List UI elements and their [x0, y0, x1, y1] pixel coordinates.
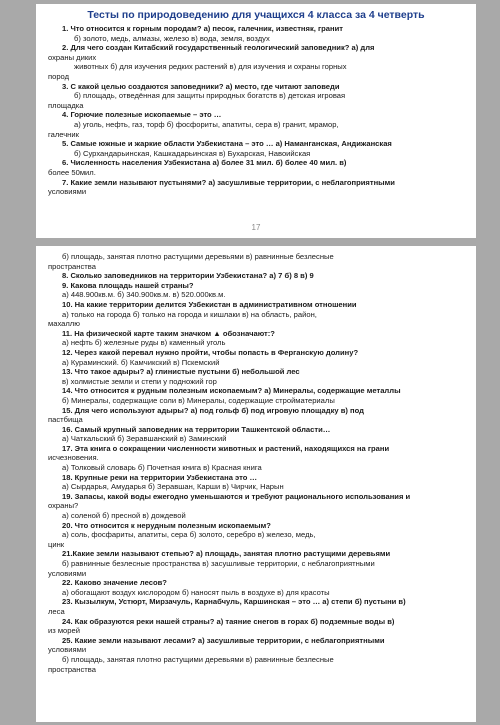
text-line: 4. Горючие полезные ископаемые – это … [62, 110, 222, 120]
text-line: пространства [48, 261, 96, 271]
text-line: б) равнинные безлесные пространства в) засушливые территории, с неблагоприятными [62, 559, 375, 568]
document-page-1 [36, 4, 476, 238]
text-line: 5. Самые южные и жаркие области Узбекистана – это … а) Наманганская, Андижанская [62, 139, 392, 149]
text-line: в) холмистые земли и степи у подножий гор [62, 376, 217, 386]
page-title: Тесты по природоведению для учащихся 4 класса за 4 четверть [87, 9, 425, 21]
text-line: 22. Каково значение лесов? [62, 578, 167, 588]
text-line: 1. Что относится к горным породам? а) песок, галечник, известняк, гранит [62, 24, 343, 33]
text-line: 2. Для чего создан Китабский государственный геологический заповедник? а) для [62, 43, 375, 53]
text-line: 11. На физической карте таким значком ▲ обозначают:? [62, 328, 275, 338]
text-line: б) золото, медь, алмазы, железо в) вода, земля, воздух [74, 33, 270, 43]
text-line: а) Сырдарья, Амударья б) Зеравшан, Карши в) Чирчик, Нарын [62, 482, 284, 492]
page-1-text [48, 24, 464, 197]
text-line: более 50мил. [48, 167, 96, 177]
text-line: 18. Крупные реки на территории Узбекистана это … [62, 472, 258, 482]
text-line: условиями [48, 645, 87, 655]
text-line: б) Минералы, содержащие соли в) Минералы, содержащие стройматериалы [62, 395, 335, 405]
page-2-text [48, 252, 464, 674]
text-line: а) нефть б) железные руды в) каменный уголь [62, 338, 226, 348]
page-number: 17 [251, 223, 261, 232]
text-line: а) Кураминский. б) Камчикский в) Пскемский [62, 357, 220, 367]
text-line: исчезновения. [48, 453, 99, 463]
text-line: а) Чаткальский б) Зеравшанский в) Заминский [62, 434, 227, 444]
text-line: пастбища [48, 415, 83, 425]
text-line: 24. Как образуются реки нашей страны? а) таяние снегов в горах б) подземные воды в) [62, 616, 395, 626]
text-line: из морей [48, 626, 80, 636]
text-line: а) только на города б) только на города и кишлаки в) на область, район, [62, 309, 317, 319]
text-line: 9. Какова площадь нашей страны? [62, 280, 194, 290]
text-line: б) площадь, занятая плотно растущими деревьями в) равнинные безлесные [62, 654, 334, 664]
text-line: 12. Через какой перевал нужно пройти, чтобы попасть в Ферганскую долину? [62, 347, 359, 357]
text-line: 20. Что относится к нерудным полезным ископаемым? [62, 520, 271, 530]
text-line: б) Сурхандарьинская, Кашкадарьинская в) Бухарская, Навоийская [74, 148, 311, 158]
text-line: пород [48, 71, 70, 81]
text-line: животных б) для изучения редких растений в) для изучения и охраны горных [74, 62, 347, 72]
text-line: 25. Какие земли называют лесами? а) засушливые территории, с неблагоприятными [62, 635, 385, 645]
text-line: 7. Какие земли называют пустынями? а) засушливые территории, с неблагоприятными [62, 177, 395, 187]
text-line: а) обогащают воздух кислородом б) наносят пыль в воздухе в) для красоты [62, 587, 330, 597]
text-line: а) соль, фосфариты, апатиты, сера б) золото, серебро в) железо, медь, [62, 530, 316, 540]
text-line: галечник [48, 129, 79, 139]
text-line: а) соленой б) пресной в) дождевой [62, 511, 186, 521]
text-line: 6. Численность населения Узбекистана а) более 31 мил. б) более 40 мил. в) [62, 158, 347, 168]
text-line: пространства [48, 664, 96, 674]
text-line: 13. Что такое адыры? а) глинистые пустыни б) небольшой лес [62, 367, 300, 377]
text-line: 17. Эта книга о сокращении численности животных и растений, находящихся на грани [62, 443, 390, 453]
text-line: 10. На какие территории делится Узбекистан в административном отношении [62, 299, 357, 309]
text-line: 15. Для чего используют адыры? а) под гольф б) под игровую площадку в) под [62, 405, 364, 415]
text-line: а) 448.900кв.м. б) 340.900кв.м. в) 520.000кв.м. [62, 290, 226, 300]
text-line: леса [48, 606, 65, 616]
text-line: площадка [48, 100, 84, 110]
text-line: условиями [48, 187, 87, 197]
text-line: 21.Какие земли называют степью? а) площадь, занятая плотно растущими деревьями [62, 549, 391, 559]
text-line: 14. Что относится к рудным полезным ископаемым? а) Минералы, содержащие металлы [62, 386, 401, 396]
text-line: 19. Запасы, какой воды ежегодно уменьшаются и требуют рационального использования и [62, 491, 411, 501]
text-line: цинк [48, 539, 65, 549]
document-page-2 [36, 246, 476, 722]
text-line: махаллю [48, 319, 80, 329]
text-line: б) площадь, отведённая для защиты природных богатств в) детская игровая [74, 91, 346, 101]
text-line: 16. Самый крупный заповедник на территории Ташкентской области… [62, 424, 331, 434]
text-line: а) уголь, нефть, газ, торф б) фосфориты, апатиты, сера в) гранит, мрамор, [74, 119, 339, 129]
text-line: 3. С какой целью создаются заповедники? а) место, где читают заповеди [62, 81, 340, 91]
text-line: 8. Сколько заповедников на территории Узбекистана? а) 7 б) 8 в) 9 [62, 271, 314, 281]
text-line: а) Толковый словарь б) Почетная книга в) Красная книга [62, 463, 262, 473]
text-line: охраны? [48, 501, 79, 511]
text-line: б) площадь, занятая плотно растущими деревьями в) равнинные безлесные [62, 252, 334, 261]
text-line: 23. Кызылкум, Устюрт, Мирзачуль, Карнабчуль, Каршинская – это … а) степи б) пустыни в) [62, 597, 406, 607]
text-line: охраны диких [48, 52, 97, 62]
text-line: условиями [48, 568, 87, 578]
